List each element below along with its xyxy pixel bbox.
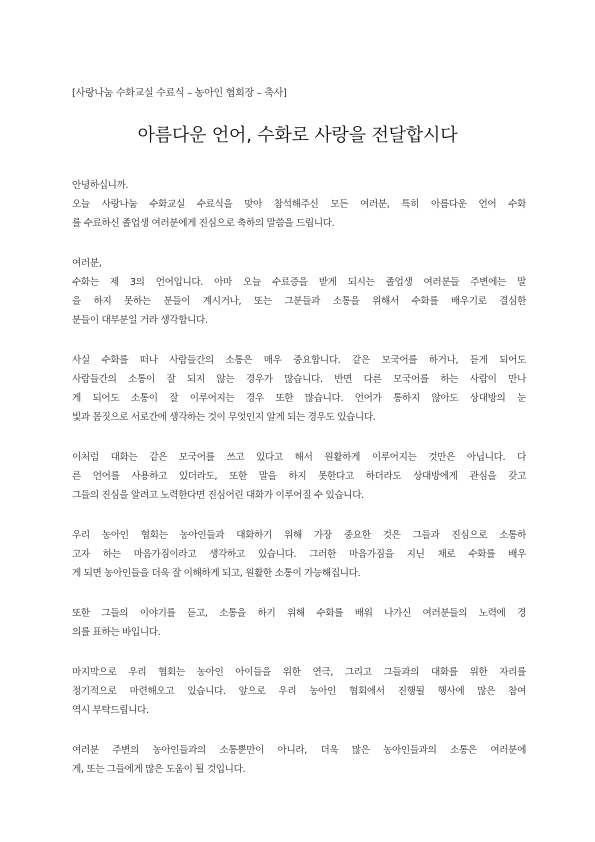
paragraph (72, 351, 526, 427)
text-line: 여러분 주변의 농아인들과의 소통뿐만이 아니라, 더욱 많은 농아인들과의 소통은 여러분에 (72, 745, 526, 756)
text-line: 사실 수화를 떠나 사람들간의 소통은 매우 중요합니다. 같은 모국어를 하거나, 듣게 되어도 (72, 355, 526, 366)
text-line: 안녕하십니까. (72, 180, 129, 191)
text-line: 사람들간의 소통이 잘 되지 않는 경우가 많습니다. 반면 다른 모국어를 하는 사람이 만나 (72, 374, 526, 385)
text-line: 분들이 대부분일 거라 생각합니다. (72, 315, 208, 326)
text-line: 역시 부탁드립니다. (72, 705, 149, 716)
text-line: 또한 그들의 이야기를 듣고, 소통을 하기 위해 수화를 배워 나가신 여러분들의 노력에 경 (72, 608, 526, 619)
text-line: 고자 하는 마음가짐이라고 생각하고 있습니다. 그러한 마음가짐을 지닌 채로 수화를 배우 (72, 549, 526, 560)
document-body (72, 176, 526, 800)
text-line: 빛과 몸짓으로 서로간에 생각하는 것이 무엇인지 알게 되는 경우도 있습니다. (72, 412, 376, 423)
paragraph (72, 663, 526, 720)
text-line: 게 되면 농아인들을 더욱 잘 이해하게 되고, 원활한 소통이 가능해집니다. (72, 568, 361, 579)
paragraph (72, 604, 526, 642)
text-line: 여러분, (72, 258, 102, 269)
text-line: 정기적으로 마련해오고 있습니다. 앞으로 우리 농아인 협회에서 진행될 행사에 많은 참여 (72, 686, 526, 697)
text-line: 른 언어를 사용하고 있더라도, 또한 말을 하지 못한다고 하더라도 상대방에게 관심을 갖고 (72, 471, 526, 482)
text-line: 이처럼 대화는 같은 모국어를 쓰고 있다고 해서 원활하게 이루어지는 것만은 아닙니다. 다 (72, 452, 526, 463)
text-line: 를 수료하신 졸업생 여러분에게 진심으로 축하의 말씀을 드립니다. (72, 218, 335, 229)
text-line: 수화는 제 3의 언어입니다. 아마 오늘 수료증을 받게 되시는 졸업생 여러분들 주변에는 말 (72, 277, 526, 288)
paragraph (72, 526, 526, 583)
text-line: 마지막으로 우리 협회는 농아인 아이들을 위한 연극, 그리고 그들과의 대화를 위한 자리를 (72, 667, 526, 678)
paragraph (72, 176, 526, 233)
text-line: 오늘 사랑나눔 수화교실 수료식을 맞아 참석해주신 모든 여러분, 특히 아름다운 언어 수화 (72, 199, 526, 210)
text-line: 게, 또는 그들에게 많은 도움이 될 것입니다. (72, 764, 246, 775)
paragraph (72, 448, 526, 505)
paragraph (72, 254, 526, 330)
text-line: 그들의 진심을 알려고 노력한다면 진심어린 대화가 이루어질 수 있습니다. (72, 490, 364, 501)
document-header: [사랑나눔 수화교실 수료식 – 농아인 협회장 – 축사] (72, 88, 287, 99)
paragraph (72, 741, 526, 779)
document-title: 아름다운 언어, 수화로 사랑을 전달합시다 (137, 125, 458, 146)
text-line: 의를 표하는 바입니다. (72, 627, 161, 638)
text-line: 우리 농아인 협회는 농아인들과 대화하기 위해 가장 중요한 것은 그들과 진심으로 소통하 (72, 530, 526, 541)
text-line: 을 하지 못하는 분들이 계시거나, 또는 그분들과 소통을 위해서 수화를 배우기로 결심한 (72, 296, 526, 307)
text-line: 게 되어도 소통이 잘 이루어지는 경우 또한 많습니다. 언어가 통하지 않아도 상대방의 눈 (72, 393, 526, 404)
